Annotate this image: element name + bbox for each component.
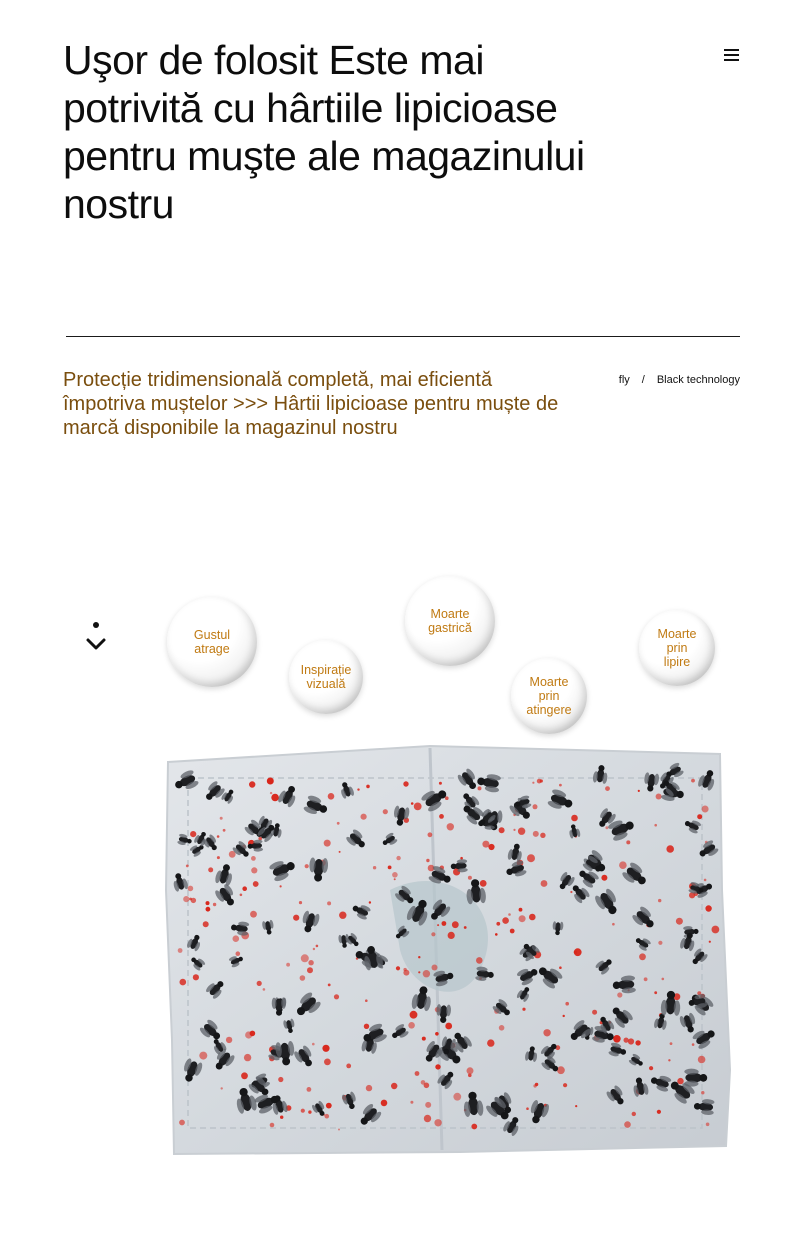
chevron-down-icon (84, 618, 108, 658)
feature-bubble-taste (167, 597, 257, 687)
section-divider (66, 336, 740, 337)
section-subtitle: Protecție tridimensională completă, mai eficientă împotriva muștelor >>> Hârtii lipicioase pentru muște de marcă disponibile la magazinul nostru (63, 369, 559, 439)
feature-label: Inspirație vizuală (300, 663, 352, 691)
product-photo (160, 740, 740, 1160)
feature-bubble-contact (511, 658, 587, 734)
feature-bubble-glue (639, 610, 715, 686)
feature-bubble-stomach (405, 576, 495, 666)
hamburger-menu-icon[interactable] (719, 44, 743, 66)
feature-label: Gustul atrage (193, 628, 231, 656)
feature-label: Moarte prin lipire (657, 627, 697, 669)
feature-bubble-visual (289, 640, 363, 714)
feature-label: Moarte prin atingere (526, 675, 572, 717)
breadcrumb-item-black-technology[interactable]: Black technology (656, 374, 740, 386)
breadcrumb (619, 374, 740, 386)
breadcrumb-separator: / (641, 374, 645, 386)
breadcrumb-item-fly[interactable]: fly (618, 374, 630, 386)
feature-label: Moarte gastrică (428, 607, 472, 635)
page-title: Uşor de folosit Este mai potrivită cu hârtiile lipicioase pentru muşte ale magazinului nostru (63, 37, 585, 227)
scroll-down-indicator[interactable] (84, 618, 108, 658)
